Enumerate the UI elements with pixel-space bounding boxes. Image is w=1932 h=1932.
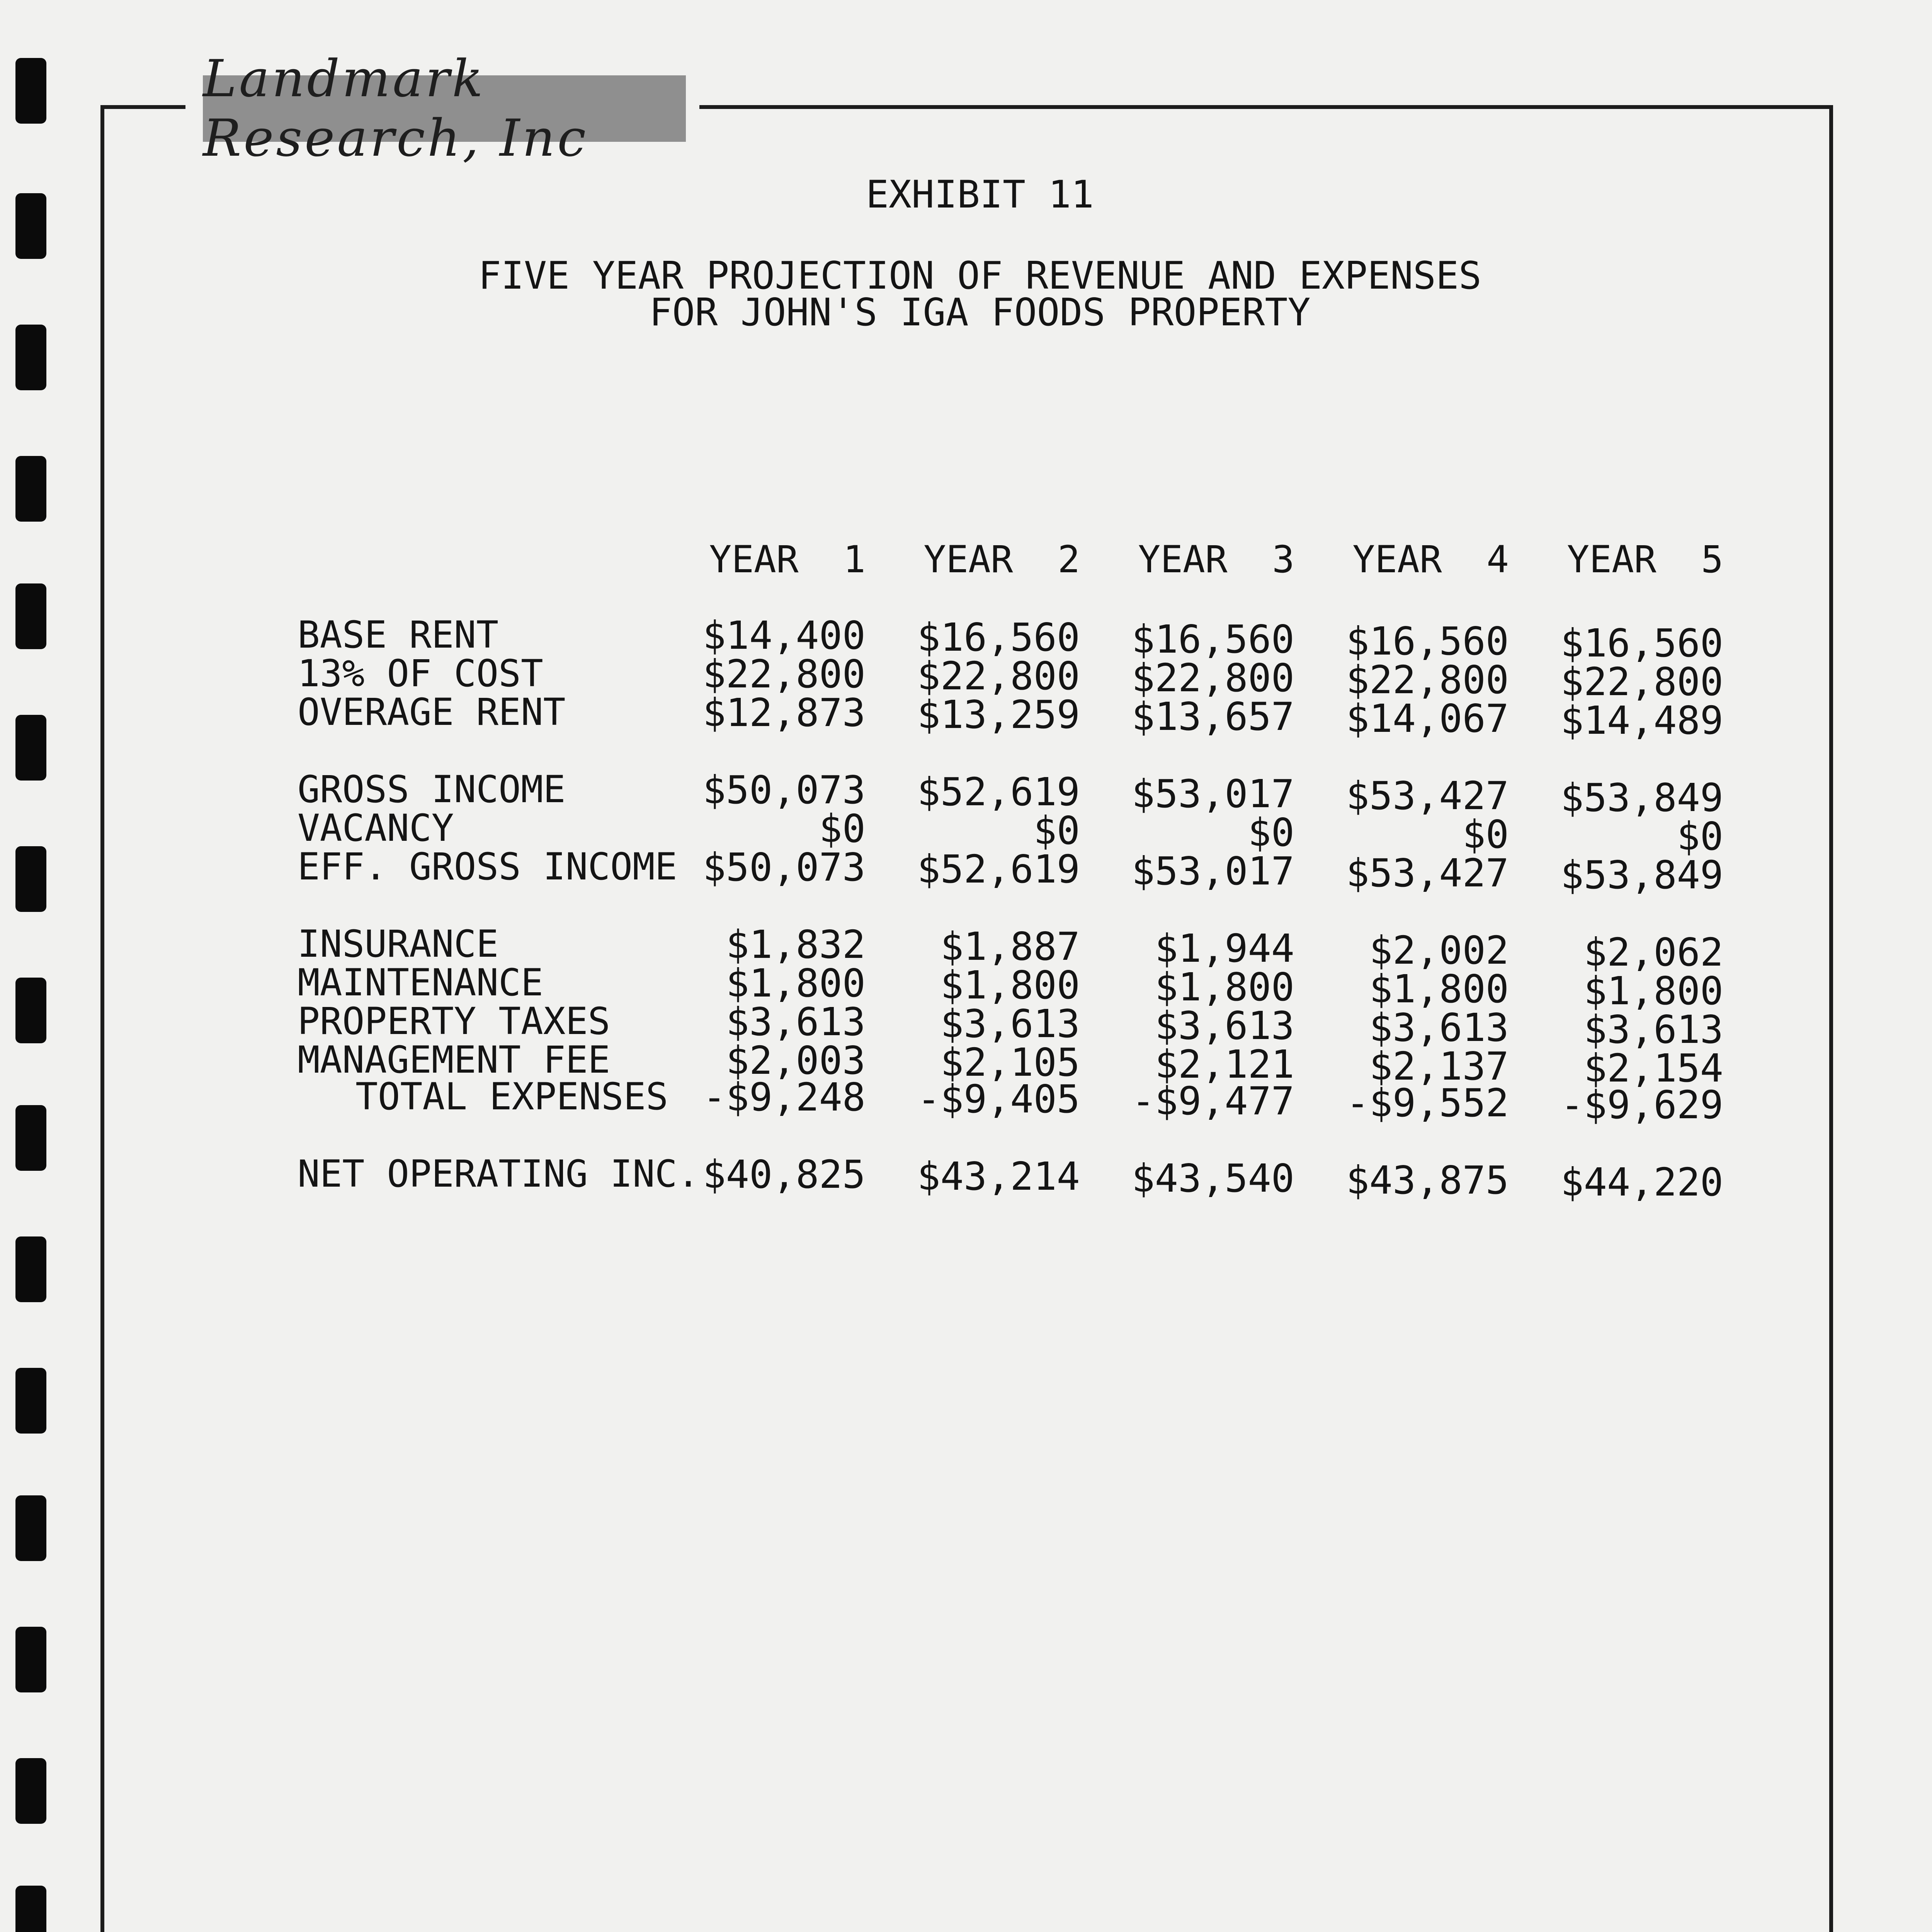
table-cell: $43,875 <box>1346 1158 1509 1203</box>
binding-hole <box>15 715 46 781</box>
table-cell: $52,619 <box>917 847 1080 892</box>
company-name: Landmark Research, Inc <box>203 49 588 168</box>
table-cell: -$9,248 <box>702 1075 866 1120</box>
table-cell: $1,800 <box>940 963 1080 1008</box>
letterhead-logo <box>203 49 686 168</box>
table-cell: $1,800 <box>726 961 866 1006</box>
table-cell: $43,214 <box>917 1154 1080 1199</box>
table-cell: $0 <box>1248 810 1294 855</box>
row-label: VACANCY <box>298 806 454 850</box>
title-line: FIVE YEAR PROJECTION OF REVENUE AND EXPENSES <box>478 254 1482 298</box>
table-cell: $1,832 <box>726 922 866 967</box>
table-cell: $2,002 <box>1369 928 1509 973</box>
binding-hole <box>15 1627 46 1692</box>
table-cell: $50,073 <box>702 845 866 890</box>
table-cell: $16,560 <box>1131 617 1294 662</box>
binding-hole <box>15 583 46 649</box>
table-cell: $43,540 <box>1131 1156 1294 1201</box>
row-label: GROSS INCOME <box>298 768 566 811</box>
binding-hole <box>15 1758 46 1824</box>
table-cell: $14,400 <box>702 613 866 658</box>
binding-hole <box>15 1886 46 1932</box>
binding-hole <box>15 978 46 1043</box>
row-label: TOTAL EXPENSES <box>355 1075 668 1118</box>
table-cell: $2,121 <box>1155 1042 1294 1087</box>
table-cell: $16,560 <box>917 615 1080 660</box>
table-cell: $40,825 <box>702 1152 866 1197</box>
row-label: NET OPERATING INC. <box>298 1152 700 1196</box>
table-cell: $22,800 <box>1131 655 1294 701</box>
binding-hole <box>15 1495 46 1561</box>
row-label: EFF. GROSS INCOME <box>298 845 677 888</box>
table-cell: $3,613 <box>940 1001 1080 1046</box>
row-label: 13% OF COST <box>298 652 543 695</box>
table-cell: $53,849 <box>1560 852 1723 898</box>
table-cell: $3,613 <box>1583 1007 1723 1052</box>
table-cell: $53,427 <box>1346 773 1509 818</box>
table-cell: $0 <box>1033 808 1080 853</box>
table-cell: $14,489 <box>1560 698 1723 743</box>
table-cell: $1,887 <box>940 924 1080 969</box>
table-cell: $1,944 <box>1155 926 1294 971</box>
table-cell: -$9,405 <box>917 1077 1080 1122</box>
table-cell: $53,017 <box>1131 849 1294 894</box>
binding-hole <box>15 58 46 124</box>
table-cell: $1,800 <box>1369 966 1509 1012</box>
column-header-year-2: YEAR 2 <box>923 538 1080 581</box>
table-cell: $2,105 <box>940 1040 1080 1085</box>
table-cell: $53,017 <box>1131 771 1294 816</box>
table-cell: $22,800 <box>1560 659 1723 704</box>
binding-hole <box>15 1105 46 1171</box>
table-cell: $14,067 <box>1346 696 1509 741</box>
table-cell: $16,560 <box>1346 619 1509 664</box>
row-label: PROPERTY TAXES <box>298 1000 611 1043</box>
table-cell: $0 <box>1462 812 1509 857</box>
table-cell: $22,800 <box>1346 657 1509 702</box>
table-cell: $1,800 <box>1155 964 1294 1010</box>
table-cell: $2,137 <box>1369 1044 1509 1089</box>
binding-hole <box>15 846 46 912</box>
binding-hole <box>15 456 46 522</box>
table-cell: $2,003 <box>726 1038 866 1083</box>
table-cell: $22,800 <box>702 651 866 697</box>
table-cell: $50,073 <box>702 767 866 813</box>
row-label: OVERAGE RENT <box>298 690 566 734</box>
table-cell: $52,619 <box>917 769 1080 815</box>
table-cell: $13,259 <box>917 692 1080 737</box>
table-cell: $0 <box>819 806 866 851</box>
table-cell: $13,657 <box>1131 694 1294 739</box>
row-label: BASE RENT <box>298 613 499 656</box>
table-cell: $3,613 <box>1369 1005 1509 1050</box>
table-cell: -$9,477 <box>1131 1078 1294 1124</box>
binding-hole <box>15 325 46 390</box>
table-cell: $16,560 <box>1560 621 1723 666</box>
column-header-year-3: YEAR 3 <box>1138 538 1294 581</box>
table-cell: -$9,552 <box>1346 1080 1509 1126</box>
table-cell: $44,220 <box>1560 1160 1723 1205</box>
binding-hole <box>15 1368 46 1434</box>
row-label: MANAGEMENT FEE <box>298 1038 611 1082</box>
table-cell: $2,062 <box>1583 930 1723 975</box>
table-cell: $53,849 <box>1560 775 1723 820</box>
table-cell: $3,613 <box>1155 1003 1294 1048</box>
table-cell: $12,873 <box>702 690 866 735</box>
table-cell: $0 <box>1677 814 1723 859</box>
row-label: INSURANCE <box>298 922 499 966</box>
column-header-year-5: YEAR 5 <box>1567 538 1723 581</box>
binding-hole <box>15 1236 46 1302</box>
table-cell: $22,800 <box>917 653 1080 699</box>
table-cell: $2,154 <box>1583 1046 1723 1091</box>
title-line: FOR JOHN'S IGA FOODS PROPERTY <box>649 291 1311 335</box>
table-cell: -$9,629 <box>1560 1082 1723 1128</box>
table-cell: $1,800 <box>1583 968 1723 1014</box>
table-cell: $53,427 <box>1346 850 1509 896</box>
column-header-year-1: YEAR 1 <box>709 538 866 581</box>
exhibit-label: EXHIBIT 11 <box>866 173 1094 217</box>
row-label: MAINTENANCE <box>298 961 543 1004</box>
column-header-year-4: YEAR 4 <box>1352 538 1509 581</box>
table-cell: $3,613 <box>726 999 866 1044</box>
